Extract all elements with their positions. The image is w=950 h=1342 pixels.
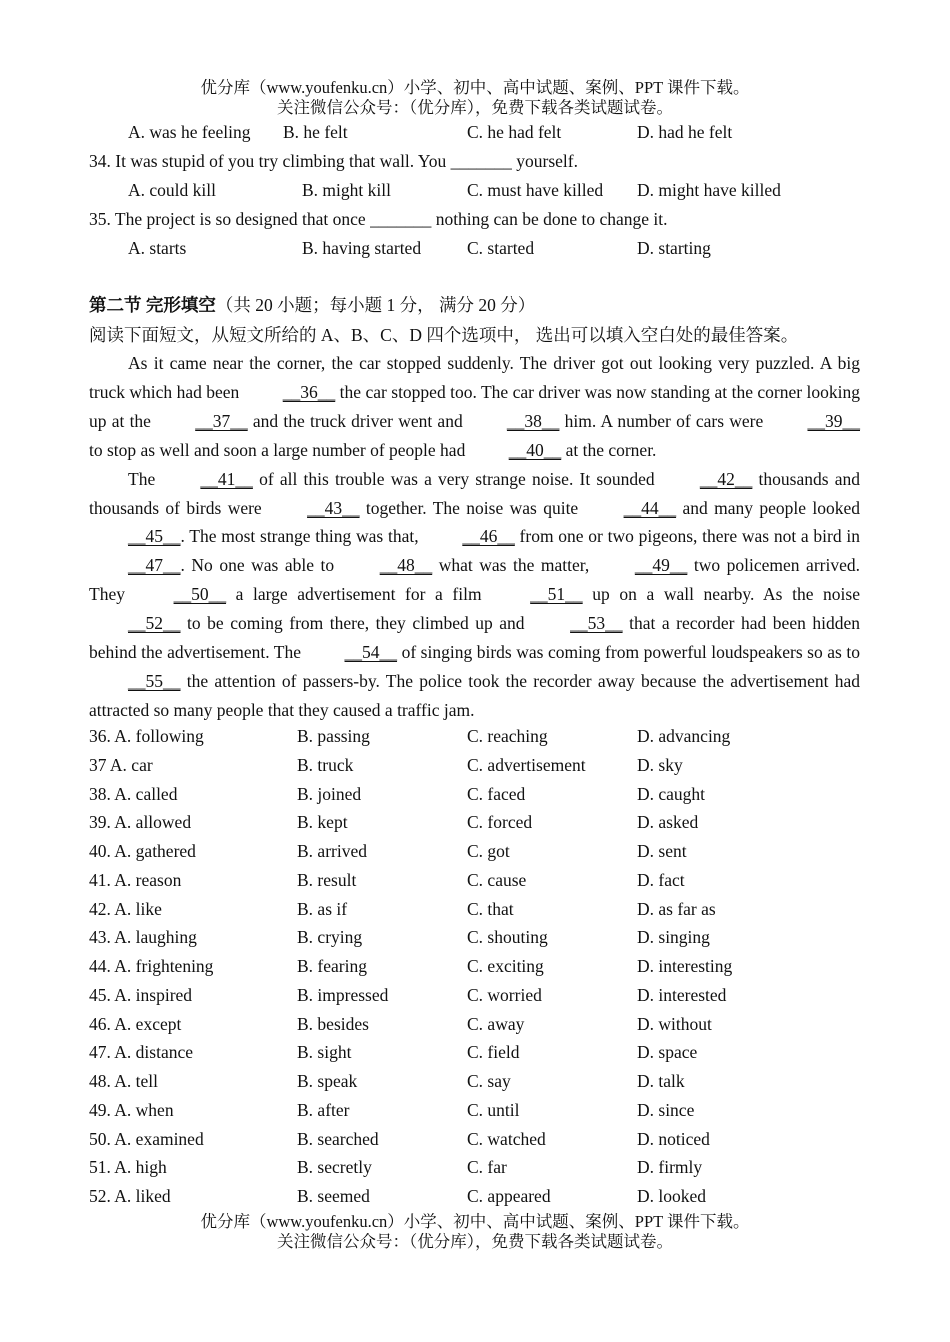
blank-43: __43__ [307, 497, 360, 518]
option-b: B. besides [297, 1013, 369, 1034]
section-title [89, 292, 535, 318]
document-page: 优分库（www.youfenku.cn）小学、初中、高中试题、案例、PPT 课件下载。 关注微信公众号：（优分库），免费下载各类试题试卷。 A. was he feeling B. he felt C. he had felt D. had he felt 34. It was stupid of you try climbing that wall. You _______ yourself. A. could kill B. might kill C. must have killed D. might have killed 35. The project is so designed that once _______ nothing can be done to change it. A. starts B. having started C. started D. starting 第二节 完形填空（共 20 小题；每小题 1 分， 满分 20 分） 阅读下面短文，从短文所给的 A、B、C、D 四个选项中， 选出可以填入空白处的最佳答案。 As it came near the corner, the car stopped suddenly. The driver got out looking very puzzled. A big truck which had been __36__ the car stopped too. The car driver was now standing at the corner looking up at the __37__ and the truck driver went and __38__ him. A number of cars were __39__ to stop as well and soon a large number of people had __40__ at the corner. The __41__ of all this trouble was a very strange noise. It sounded __42__ thousands and thousands of birds were __43__ together. The noise was quite __44__ and many people looked __45__. The most strange thing was that, __46__ from one or two pigeons, there was not a bird in __47__. No one was able to __48__ what was the matter, __49__ two policemen arrived. They __50__ a large advertisement for a film __51__ up on a wall nearby. As the noise __52__ to be coming from there, they climbed up and __53__ that a recorder had been hidden behind the advertisement. The __54__ of singing birds was coming from powerful loudspeakers so as to __55__ the attention of passers-by. The police took the recorder away because the advertisement had attracted so many people that they caused a traffic jam. 36. A. following B. passing C. reaching D. advancing 37 A. car B. truck C. advertisement D. sky 38. A. called B. joined C. faced D. caught 39. A. allowed B. kept C. forced D. asked 40. A. gathered B. arrived C. got D. sent 41. A. reason B. result C. cause D. fact 42. A. like B. as if C. that D. as far as 43. A. laughing B. crying C. shouting D. singing 44. A. frightening B. fearing C. exciting D. interesting 45. A. inspired B. impressed C. worried D. interested 46. A. except B. besides C. away D. without 47. A. distance B. sight C. field D. space 48. A. tell B. speak C. say D. talk 49. A. when B. after C. until D. since 50. A. examined B. searched C. watched D. noticed 51. A. high B. secretly C. far D. firmly 52. A. liked B. seemed C. appeared D. looked 优分库（www.youfenku.cn）小学、初中、高中试题、案例、PPT 课件下载。 关注微信公众号：（优分库），免费下载各类试题试卷。 [0, 0, 950, 1342]
section-title-rest: （共 20 小题；每小题 1 分， 满分 20 分） [215, 295, 536, 315]
option-b: B. secretly [297, 1157, 372, 1178]
option-d: D. firmly [637, 1157, 703, 1178]
option-a: 37 A. car [89, 754, 153, 775]
section-title-bold: 第二节 完形填空 [89, 295, 216, 315]
blank-51: __51__ [530, 584, 583, 605]
blank-37: __37__ [195, 410, 248, 431]
blank-55: __55__ [128, 670, 181, 691]
option-a: 52. A. liked [89, 1186, 171, 1206]
option-c: C. away [467, 1013, 525, 1034]
option-d: D. noticed [637, 1128, 710, 1149]
option-c: C. shouting [467, 927, 548, 948]
option-d: D. starting [637, 238, 711, 258]
option-d: D. interesting [637, 956, 733, 976]
option-b: B. joined [297, 783, 362, 804]
option-c: C. got [467, 841, 510, 861]
blank-46: __46__ [462, 526, 515, 547]
option-a: 49. A. when [89, 1099, 174, 1120]
option-b: B. impressed [297, 984, 389, 1005]
cloze-passage [89, 349, 860, 725]
blank-42: __42__ [699, 468, 753, 489]
option-a: A. was he feeling [128, 122, 251, 142]
blank-41: __41__ [200, 468, 253, 489]
blank-50: __50__ [173, 584, 227, 605]
option-c: C. advertisement [467, 754, 586, 775]
blank-54: __54__ [344, 642, 398, 663]
footer-line-2: 关注微信公众号：（优分库），免费下载各类试题试卷。 [277, 1232, 673, 1251]
option-c: C. until [467, 1099, 520, 1120]
option-b: B. arrived [297, 841, 367, 861]
blank-47: __47__ [128, 555, 181, 576]
option-a: A. could kill [128, 180, 216, 200]
option-d: D. advancing [637, 726, 731, 746]
option-c: C. that [467, 898, 514, 919]
option-a: A. starts [128, 238, 187, 258]
option-d: D. might have killed [637, 180, 781, 200]
option-a: 51. A. high [89, 1157, 167, 1178]
option-c: C. faced [467, 783, 526, 804]
option-b: B. passing [297, 726, 370, 746]
header-line-2: 关注微信公众号：（优分库），免费下载各类试题试卷。 [277, 98, 673, 117]
option-c: C. worried [467, 984, 542, 1005]
option-a: 40. A. gathered [89, 841, 196, 861]
option-d: D. without [637, 1013, 712, 1034]
option-a: 50. A. examined [89, 1128, 204, 1149]
blank-52: __52__ [128, 613, 181, 634]
option-c: C. appeared [467, 1186, 551, 1206]
page-footer [0, 1212, 950, 1252]
option-c: C. must have killed [467, 180, 604, 200]
option-b: B. crying [297, 927, 363, 948]
option-c: C. reaching [467, 726, 548, 746]
option-c: C. watched [467, 1128, 546, 1149]
option-c: C. say [467, 1071, 511, 1091]
option-a: 45. A. inspired [89, 984, 193, 1005]
option-b: B. result [297, 869, 357, 890]
option-c: C. far [467, 1157, 507, 1178]
option-d: D. sky [637, 754, 683, 775]
blank-38: __38__ [506, 410, 560, 431]
footer-line-1: 优分库（www.youfenku.cn）小学、初中、高中试题、案例、PPT 课件下载。 [200, 1212, 750, 1231]
option-c: C. forced [467, 812, 533, 833]
option-c: C. field [467, 1042, 520, 1063]
option-d: D. looked [637, 1186, 707, 1206]
option-d: D. sent [637, 841, 687, 861]
option-a: 47. A. distance [89, 1042, 194, 1063]
blank-44: __44__ [623, 497, 677, 518]
option-c: C. exciting [467, 956, 544, 976]
blank-40: __40__ [508, 439, 562, 460]
option-b: B. sight [297, 1042, 352, 1063]
option-a: 42. A. like [89, 898, 162, 919]
option-c: C. he had felt [467, 122, 562, 142]
option-b: B. he felt [283, 122, 348, 142]
option-b: B. searched [297, 1128, 379, 1149]
option-a: 46. A. except [89, 1013, 182, 1034]
option-d: D. singing [637, 927, 710, 948]
option-b: B. truck [297, 754, 354, 775]
option-d: D. since [637, 1099, 695, 1120]
section-instruction: 阅读下面短文，从短文所给的 A、B、C、D 四个选项中， 选出可以填入空白处的最佳答案。 [89, 325, 799, 345]
option-a: 41. A. reason [89, 869, 182, 890]
option-a: 48. A. tell [89, 1071, 159, 1091]
header-line-1: 优分库（www.youfenku.cn）小学、初中、高中试题、案例、PPT 课件下载。 [200, 78, 750, 97]
option-a: 43. A. laughing [89, 927, 197, 948]
option-b: B. speak [297, 1071, 358, 1091]
blank-36: __36__ [282, 381, 336, 402]
option-d: D. space [637, 1042, 698, 1063]
option-b: B. after [297, 1099, 350, 1120]
blank-39: __39__ [807, 410, 860, 431]
option-d: D. talk [637, 1071, 685, 1091]
option-b: B. kept [297, 812, 348, 833]
option-d: D. caught [637, 783, 706, 804]
option-d: D. fact [637, 869, 685, 890]
passage-paragraph-1: As it came near the corner, the car stopped suddenly. The driver got out looking very puzzled. A big truck which had been __36__ the car stopped too. The car driver was now standing at the corner looking up at the __37__ and the truck driver went and __38__ him. A number of cars were __39__ to stop as well and soon a large number of people had __40__ at the corner. [89, 349, 860, 465]
option-a: 39. A. allowed [89, 812, 192, 833]
blank-45: __45__ [128, 526, 181, 547]
option-a: 44. A. frightening [89, 956, 214, 976]
blank-48: __48__ [379, 555, 433, 576]
passage-paragraph-2: The __41__ of all this trouble was a very strange noise. It sounded __42__ thousands and thousands of birds were __43__ together. The noise was quite __44__ and many people looked __45__. The most strange thing was that, __46__ from one or two pigeons, there was not a bird in __47__. No one was able to __48__ what was the matter, __49__ two policemen arrived. They __50__ a large advertisement for a film __51__ up on a wall nearby. As the noise __52__ to be coming from there, they climbed up and __53__ that a recorder had been hidden behind the advertisement. The __54__ of singing birds was coming from powerful loudspeakers so as to __55__ the attention of passers-by. The police took the recorder away because the advertisement had attracted so many people that they caused a traffic jam. [89, 465, 860, 725]
option-b: B. as if [297, 898, 348, 919]
option-a: 36. A. following [89, 726, 204, 746]
option-b: B. seemed [297, 1186, 370, 1206]
option-a: 38. A. called [89, 783, 178, 804]
blank-53: __53__ [570, 613, 623, 634]
page-header [0, 78, 950, 118]
option-d: D. had he felt [637, 122, 733, 142]
option-d: D. interested [637, 984, 727, 1005]
option-b: B. might kill [302, 180, 391, 200]
option-c: C. cause [467, 869, 527, 890]
option-b: B. fearing [297, 956, 367, 976]
option-c: C. started [467, 238, 535, 258]
option-b: B. having started [302, 238, 422, 258]
blank-49: __49__ [634, 555, 688, 576]
option-d: D. asked [637, 812, 699, 833]
option-d: D. as far as [637, 898, 716, 919]
